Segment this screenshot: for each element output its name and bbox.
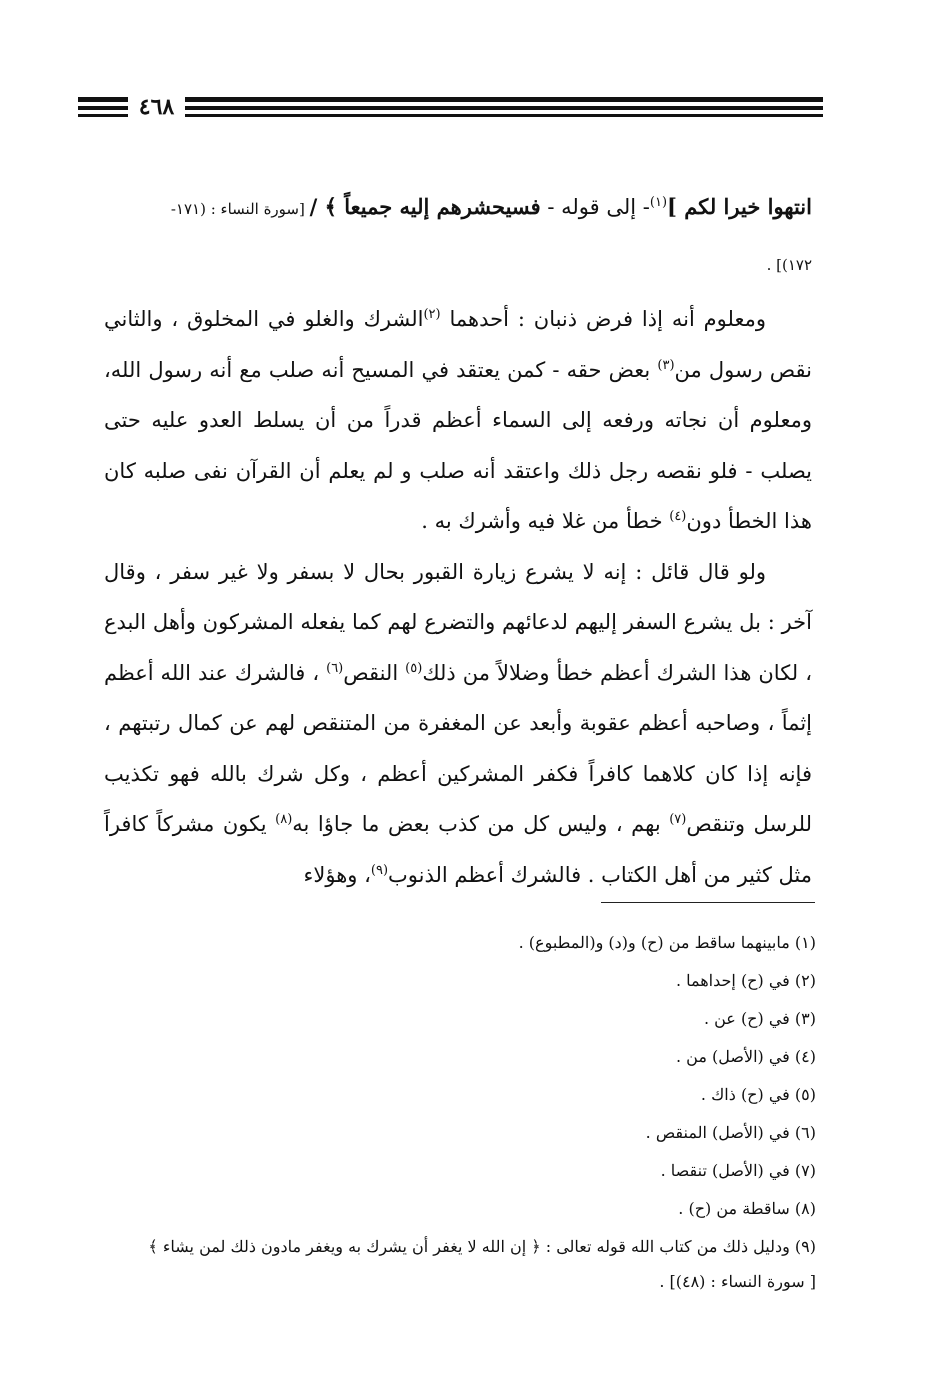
footnote-3: (٣) في (ح) عن . bbox=[703, 1009, 816, 1028]
footnote-ref-6: (٦) bbox=[326, 660, 344, 676]
footnote-9: (٩) ودليل ذلك من كتاب الله قوله تعالى : ﴿ إن الله لا يغفر أن يشرك به ويغفر مادون ذلك لمن يشاء ﴾ bbox=[148, 1237, 816, 1256]
p2-text-c: ، فالشرك عند الله أعظم إثماً ، وصاحبه أعظم عقوبة وأبعد عن المغفرة من المتنقص لهم عن كمال رتبتهم ، فإنه إذا كان كلاهما كافراً فكفر المشركين أعظم ، وكل شرك بالله فهو تكذيب للرسل وتنقص bbox=[104, 660, 812, 836]
p1-text-c: بعض حقه - كمن يعتقد في المسيح أنه صلب مع أنه رسول الله، ومعلوم أن نجاته ورفعه إلى السماء أعظم قدراً من أن يسلط العدو عليه حتى يصلب - فلو نقصه رجل ذلك واعتقد أنه صلب و لم يعلم أن القرآن نفى صلبه كان هذا الخطأ دون bbox=[104, 357, 812, 533]
footnote-ref-1: (١) bbox=[649, 195, 668, 210]
paragraph-2 bbox=[104, 547, 812, 901]
footnote-ref-3: (٣) bbox=[657, 357, 675, 373]
p2-text-d: بهم ، وليس كل من كذب بعض ما جاؤا به bbox=[292, 812, 670, 836]
p2-text-f: ، وهؤلاء bbox=[303, 862, 371, 887]
quote-bold-b: فسيحشرهم إليه جميعاً ﴾ / bbox=[309, 194, 541, 219]
paragraph-1 bbox=[104, 294, 812, 547]
footnote-9-continued: [ سورة النساء : (٤٨)] . bbox=[659, 1272, 816, 1291]
page-number: ٤٦٨ bbox=[138, 94, 175, 120]
p1-text-d: خطأ من غلا فيه وأشرك به . bbox=[421, 509, 670, 533]
p1-text-a: ومعلوم أنه إذا فرض ذنبان : أحدهما bbox=[440, 307, 766, 331]
footnote-7: (٧) في (الأصل) تنقصا . bbox=[660, 1161, 816, 1180]
footnote-ref-2: (٢) bbox=[423, 307, 441, 322]
footnotes bbox=[84, 924, 816, 1298]
header-rule-right bbox=[185, 97, 823, 117]
quote-plain-a: - إلى قوله - bbox=[540, 195, 650, 219]
footnote-5: (٥) في (ح) ذاك . bbox=[700, 1085, 816, 1104]
quote-citation-b: ١٧٢)] . bbox=[766, 256, 812, 274]
p2-text-e: يكون مشركاً كافراً مثل كثير من أهل الكتاب . فالشرك أعظم الذنوب bbox=[104, 812, 812, 887]
header-rule-left bbox=[78, 97, 128, 117]
footnote-ref-5: (٥) bbox=[405, 660, 423, 676]
p2-text-b: النقص bbox=[343, 660, 406, 685]
footnote-ref-4: (٤) bbox=[669, 509, 687, 524]
p2-text-a: ولو قال قائل : إنه لا يشرع زيارة القبور بحال لا بسفر ولا غير سفر ، وقال آخر : بل يشرع السفر إليهم لدعائهم والتضرع لهم كما يفعله المشركون وأهل البدع ، لكان هذا الشرك أعظم خطأ وضلالاً من ذلك bbox=[104, 559, 812, 685]
footnote-8: (٨) ساقطة من (ح) . bbox=[678, 1199, 816, 1218]
footnote-ref-8: (٨) bbox=[275, 812, 293, 827]
quote-citation-a: [سورة النساء : (١٧١- bbox=[170, 200, 310, 218]
footnote-separator bbox=[601, 902, 815, 903]
footnote-ref-7: (٧) bbox=[669, 812, 687, 827]
footnote-6: (٦) في (الأصل) المنقص . bbox=[645, 1123, 816, 1142]
footnote-ref-9: (٩) bbox=[370, 862, 389, 878]
main-text bbox=[104, 180, 812, 900]
quote-bold-a: انتهوا خيرا لكم ] bbox=[667, 194, 812, 219]
p1-text-b: الشرك والغلو في المخلوق ، والثاني نقص رسول من bbox=[104, 307, 812, 382]
quranic-quote bbox=[104, 180, 812, 292]
footnote-1: (١) مابينهما ساقط من (ح) و(د) و(المطبوع) . bbox=[518, 933, 816, 952]
footnote-2: (٢) في (ح) إحداهما . bbox=[675, 971, 816, 990]
footnote-4: (٤) في (الأصل) من . bbox=[675, 1047, 816, 1066]
